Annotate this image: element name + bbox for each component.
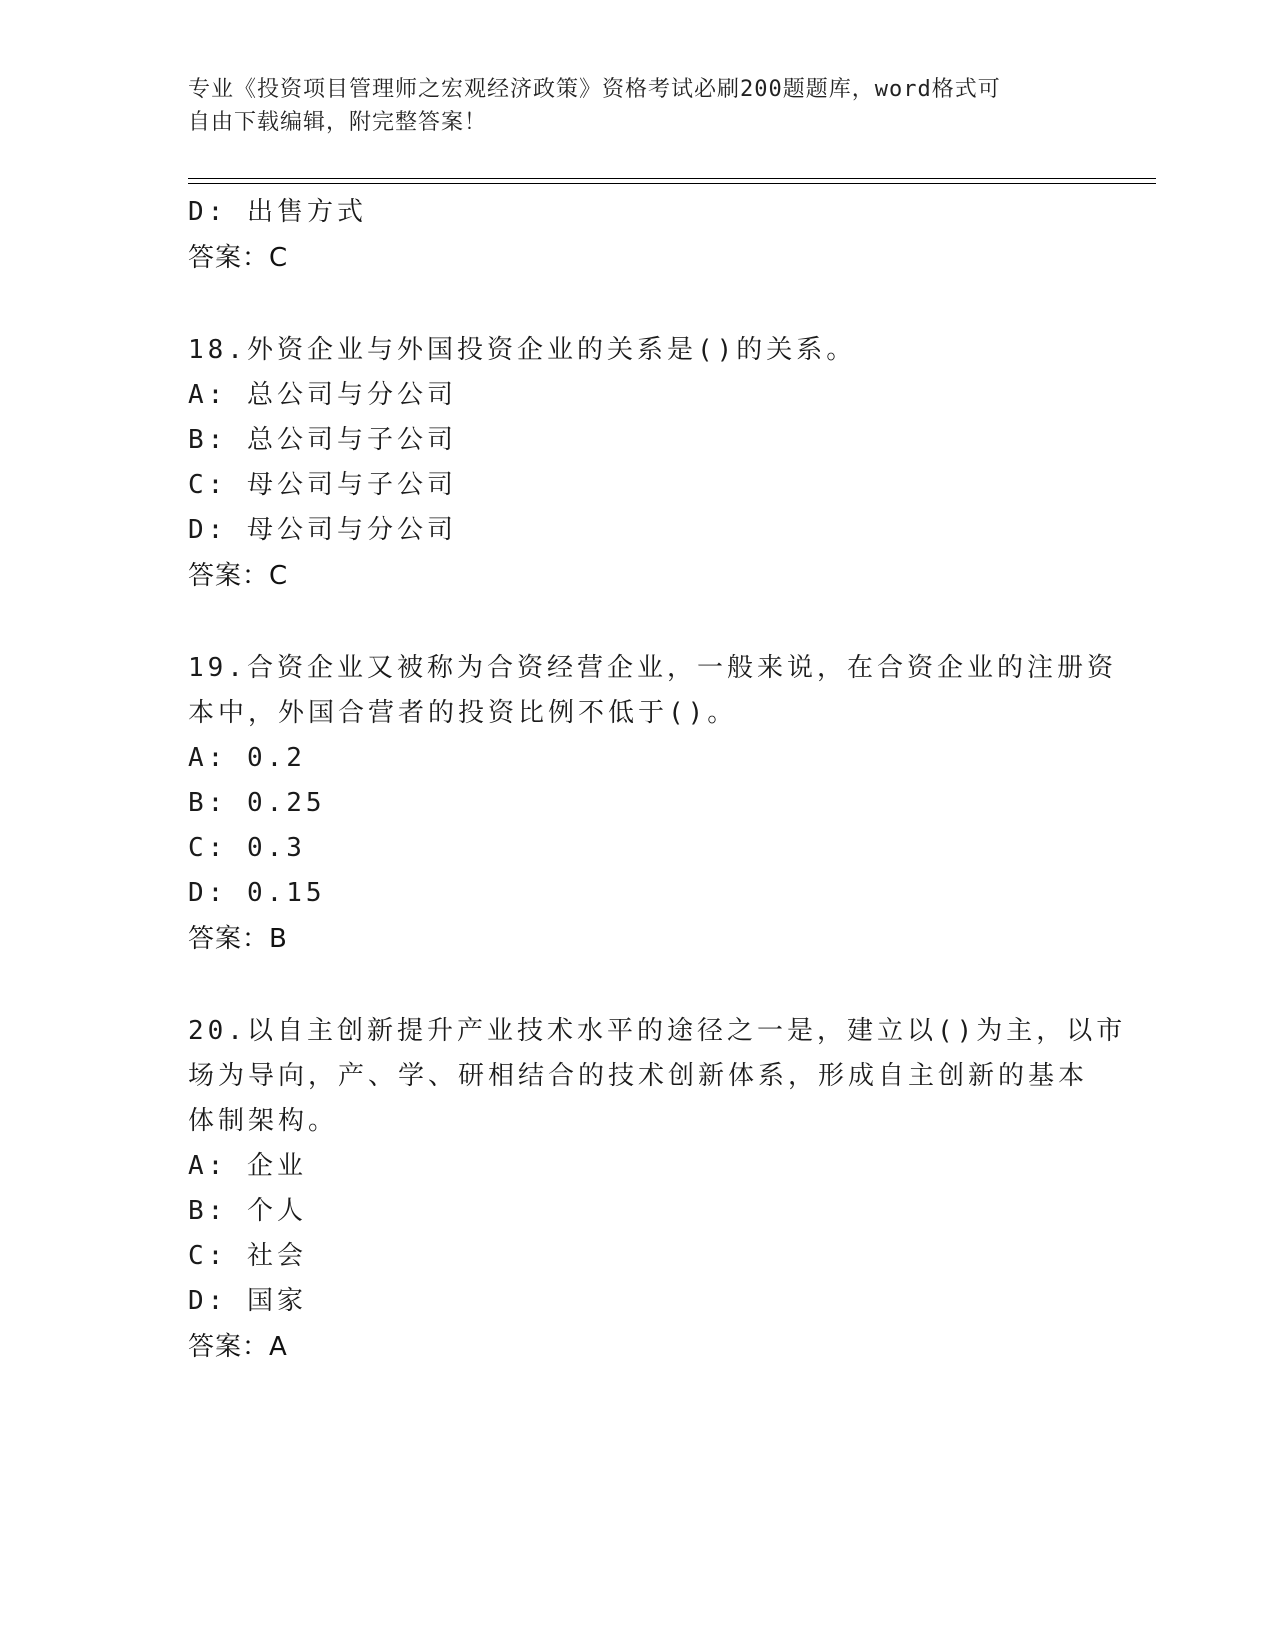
spacer xyxy=(188,282,1088,328)
question-text: 18.外资企业与外国投资企业的关系是()的关系。 xyxy=(188,335,857,365)
question-19 xyxy=(188,646,1117,963)
question-text-line-3: 体制架构。 xyxy=(188,1106,339,1136)
header-divider-bottom xyxy=(188,183,1156,184)
spacer xyxy=(188,600,1088,646)
spacer xyxy=(188,963,1088,1009)
answer: 答案：B xyxy=(188,924,288,954)
option-d: D: 母公司与分公司 xyxy=(188,515,457,545)
question-18 xyxy=(188,328,1088,600)
option-c: C: 母公司与子公司 xyxy=(188,470,457,500)
option-d: D: 出售方式 xyxy=(188,197,367,227)
option-b: B: 总公司与子公司 xyxy=(188,425,457,455)
question-list xyxy=(188,190,1127,1371)
option-c: C: 社会 xyxy=(188,1241,307,1271)
option-a: A: 总公司与分公司 xyxy=(188,380,457,410)
answer: 答案：A xyxy=(188,1332,288,1362)
question-text-line-2: 场为导向，产、学、研相结合的技术创新体系，形成自主创新的基本 xyxy=(188,1061,1089,1091)
question-text-line-1: 19.合资企业又被称为合资经营企业，一般来说，在合资企业的注册资 xyxy=(188,653,1117,683)
question-text-line-1: 20.以自主创新提升产业技术水平的途径之一是，建立以()为主，以市 xyxy=(188,1016,1127,1046)
answer: 答案：C xyxy=(188,561,289,591)
header-line-1: 专业《投资项目管理师之宏观经济政策》资格考试必刷200题题库，word格式可 xyxy=(188,77,1001,102)
option-c: C: 0.3 xyxy=(188,833,306,863)
header-divider-top xyxy=(188,178,1156,179)
option-b: B: 0.25 xyxy=(188,788,326,818)
question-text-line-2: 本中，外国合营者的投资比例不低于()。 xyxy=(188,698,738,728)
option-b: B: 个人 xyxy=(188,1196,307,1226)
option-a: A: 0.2 xyxy=(188,743,306,773)
option-a: A: 企业 xyxy=(188,1151,307,1181)
page-header xyxy=(188,73,1078,139)
question-17-tail xyxy=(188,190,1088,282)
answer: 答案：C xyxy=(188,243,289,273)
option-d: D: 0.15 xyxy=(188,878,326,908)
question-20 xyxy=(188,1009,1127,1371)
header-line-2: 自由下载编辑，附完整答案！ xyxy=(188,110,488,135)
option-d: D: 国家 xyxy=(188,1286,307,1316)
